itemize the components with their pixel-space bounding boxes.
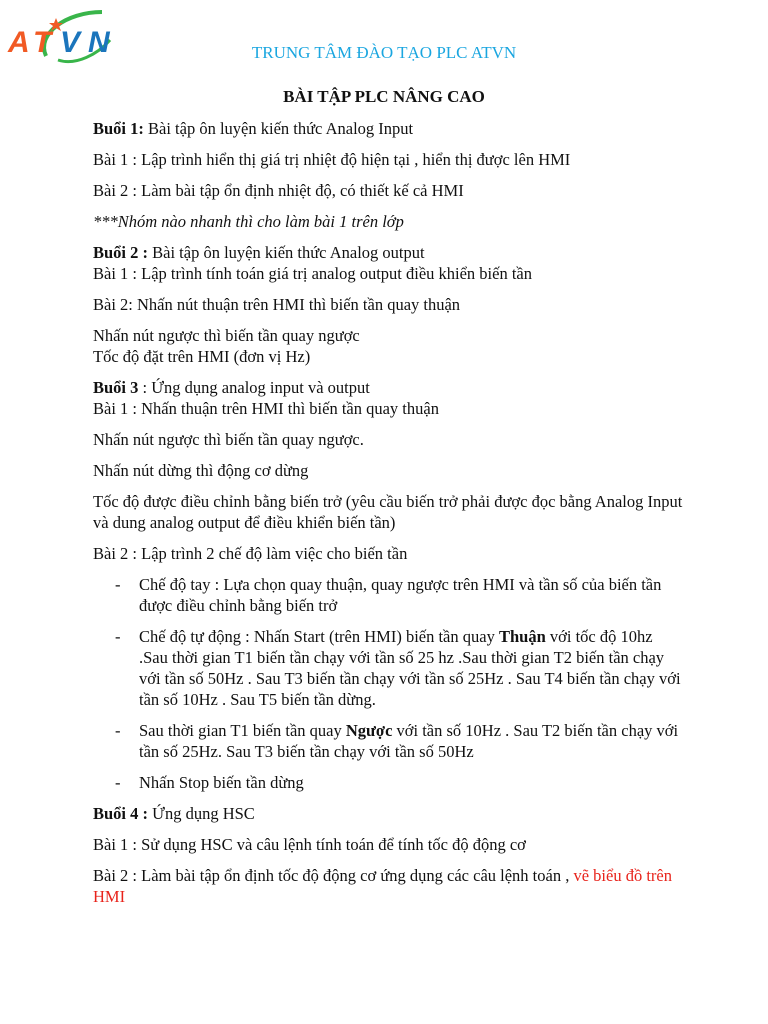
list-item-text: Chế độ tự động : Nhấn Start (trên HMI) biến tần quay <box>139 627 499 646</box>
svg-text:V: V <box>60 26 81 59</box>
session-3-heading <box>93 377 683 398</box>
mode-list <box>93 574 683 793</box>
exercise-text: Bài 2: Nhấn nút thuận trên HMI thì biến tần quay thuận <box>93 295 461 314</box>
exercise-text: Bài 2 : Làm bài tập ổn định nhiệt độ, có thiết kế cả HMI <box>93 181 464 200</box>
center-title: TRUNG TÂM ĐÀO TẠO PLC ATVN <box>251 43 517 62</box>
document-title: BÀI TẬP PLC NÂNG CAO <box>283 87 485 106</box>
exercise-text: Tốc độ được điều chỉnh bằng biến trở (yêu cầu biến trở phải được đọc bằng Analog Input và dung analog output để điều khiển biến tần) <box>93 492 683 532</box>
session-title: Bài tập ôn luyện kiến thức Analog Input <box>143 119 414 138</box>
exercise-text <box>93 865 683 907</box>
session-label: Buổi 1: <box>93 119 144 138</box>
session-label: Buổi 4 : <box>93 804 149 823</box>
list-item-text: với tần số 10Hz . Sau T2 biến tần chạy với tần số 25Hz. Sau T3 biến tần chạy với tần số 50Hz <box>139 721 679 761</box>
exercise-text: Tốc độ đặt trên HMI (đơn vị Hz) <box>93 347 311 366</box>
exercise-text: Nhấn nút dừng thì động cơ dừng <box>93 461 309 480</box>
session-title: : Ứng dụng analog input và output <box>138 378 370 397</box>
exercise-text: Bài 1 : Nhấn thuận trên HMI thì biến tần quay thuận <box>93 399 439 418</box>
exercise-text: Bài 1 : Lập trình tính toán giá trị analog output điều khiển biến tần <box>93 264 532 283</box>
list-item-text: với tốc độ 10hz .Sau thời gian T1 biến tần chạy với tần số 25 hz .Sau thời gian T2 biến tần chạy với tần số 50Hz . Sau T3 biến tần chạy với tần số 25Hz . Sau T4 biến tần chạy với tần số 10Hz . Sau T5 biến tần dừng. <box>139 627 681 709</box>
session-label: Buổi 3 <box>93 378 139 397</box>
note-text: ***Nhóm nào nhanh thì cho làm bài 1 trên lớp <box>93 212 404 231</box>
svg-text:A: A <box>8 26 30 59</box>
exercise-text-main: Bài 2 : Làm bài tập ổn định tốc độ động cơ ứng dụng các câu lệnh toán , <box>93 866 574 885</box>
exercise-text: Bài 1 : Sử dụng HSC và câu lệnh tính toán để tính tốc độ động cơ <box>93 835 526 854</box>
session-title: Ứng dụng HSC <box>148 804 255 823</box>
session-1-heading <box>93 118 683 139</box>
list-item-emphasis: Thuận <box>498 627 546 646</box>
exercise-text: Bài 1 : Lập trình hiển thị giá trị nhiệt độ hiện tại , hiển thị được lên HMI <box>93 150 571 169</box>
exercise-text: Bài 2 : Lập trình 2 chế độ làm việc cho biến tần <box>93 544 408 563</box>
exercise-text: Nhấn nút ngược thì biến tần quay ngược <box>93 326 360 345</box>
exercise-text: Nhấn nút ngược thì biến tần quay ngược. <box>93 430 364 449</box>
highlight-text: vẽ biểu đồ trên HMI <box>93 866 672 906</box>
list-item <box>139 626 683 710</box>
session-2-heading <box>93 242 683 263</box>
list-item: - Nhấn Stop biến tần dừng <box>139 772 683 793</box>
session-title: Bài tập ôn luyện kiến thức Analog output <box>148 243 425 262</box>
list-item-text: Sau thời gian T1 biến tần quay <box>139 721 346 740</box>
session-label: Buổi 2 : <box>93 243 149 262</box>
list-item-emphasis: Ngược <box>345 721 393 740</box>
session-4-heading <box>93 803 683 824</box>
svg-text:T: T <box>33 26 52 59</box>
list-item <box>139 720 683 762</box>
svg-text:N: N <box>88 26 110 59</box>
document-body <box>93 118 683 917</box>
list-item: - Chế độ tay : Lựa chọn quay thuận, quay ngược trên HMI và tần số của biến tần được điều chỉnh bằng biến trở <box>139 574 683 616</box>
